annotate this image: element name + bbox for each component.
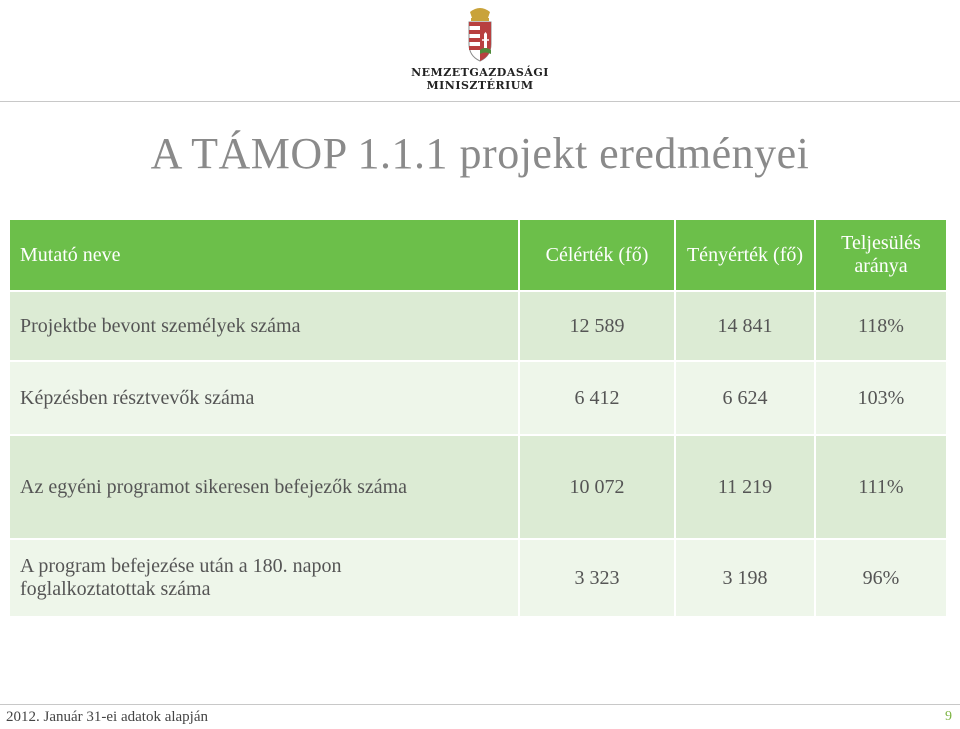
target-value: 10 072 xyxy=(520,436,674,538)
coat-of-arms-icon xyxy=(460,4,500,64)
data-source-note: 2012. Január 31-ei adatok alapján xyxy=(6,709,209,725)
logo-text-line2: MINISZTÉRIUM xyxy=(426,79,534,92)
ministry-logo xyxy=(410,4,550,96)
fulfillment-ratio: 111% xyxy=(816,436,946,538)
header-target-value: Célérték (fő) xyxy=(520,220,674,290)
fulfillment-ratio: 118% xyxy=(816,292,946,360)
table-row xyxy=(10,362,946,434)
target-value: 6 412 xyxy=(520,362,674,434)
indicator-name: A program befejezése után a 180. napon foglalkoztatottak száma xyxy=(10,540,518,616)
page-number: 9 xyxy=(945,709,952,724)
table-header-row xyxy=(10,220,946,290)
table-row xyxy=(10,436,946,538)
bottom-divider xyxy=(0,704,960,705)
header-indicator-name: Mutató neve xyxy=(10,220,518,290)
results-table xyxy=(8,218,948,618)
header-actual-value: Tényérték (fő) xyxy=(676,220,814,290)
page-title: A TÁMOP 1.1.1 projekt eredményei xyxy=(150,129,810,178)
target-value: 3 323 xyxy=(520,540,674,616)
indicator-name: Képzésben résztvevők száma xyxy=(10,362,518,434)
target-value: 12 589 xyxy=(520,292,674,360)
table-row xyxy=(10,292,946,360)
fulfillment-ratio: 103% xyxy=(816,362,946,434)
actual-value: 14 841 xyxy=(676,292,814,360)
indicator-name: Az egyéni programot sikeresen befejezők száma xyxy=(10,436,518,538)
actual-value: 6 624 xyxy=(676,362,814,434)
table-row xyxy=(10,540,946,616)
indicator-name: Projektbe bevont személyek száma xyxy=(10,292,518,360)
actual-value: 11 219 xyxy=(676,436,814,538)
top-divider xyxy=(0,101,960,102)
fulfillment-ratio: 96% xyxy=(816,540,946,616)
header-fulfillment-ratio: Teljesülés aránya xyxy=(816,220,946,290)
logo-text-line1: NEMZETGAZDASÁGI xyxy=(411,66,549,79)
actual-value: 3 198 xyxy=(676,540,814,616)
